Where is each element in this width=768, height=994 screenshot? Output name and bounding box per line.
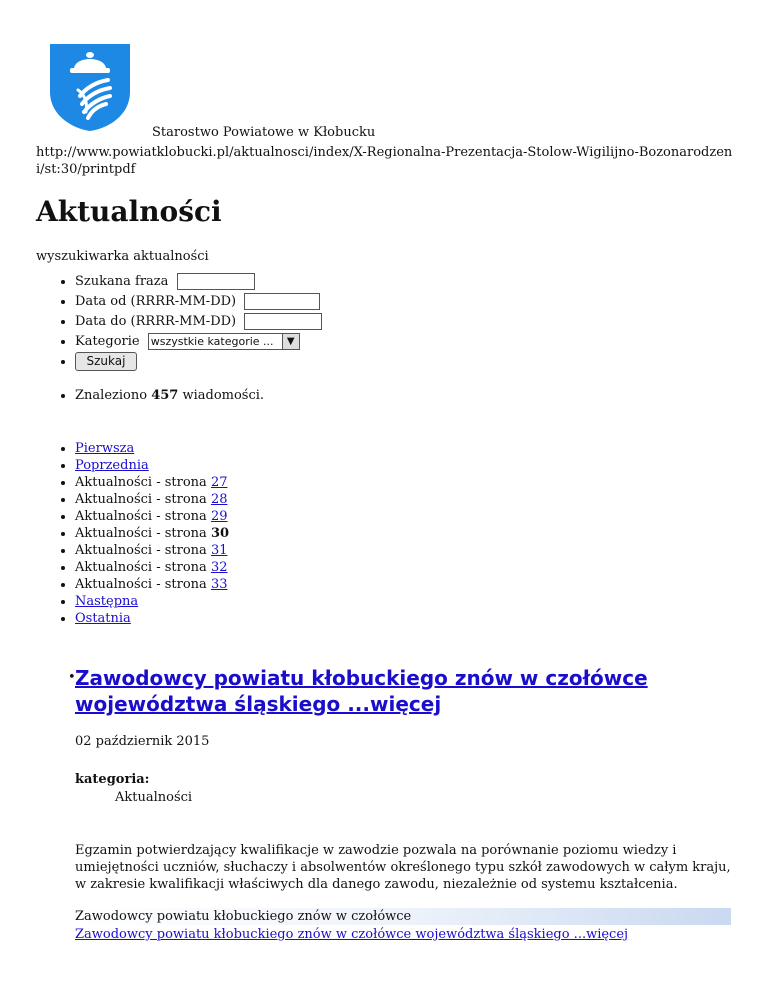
pager-next-link[interactable]: Następna (75, 594, 139, 609)
pager-page-link[interactable]: 27 (210, 475, 228, 490)
news-category-value: Aktualności (115, 790, 193, 805)
pager-page-item (75, 491, 229, 508)
pager-first-link[interactable]: Pierwsza (75, 441, 135, 456)
pager-page-item (75, 508, 229, 525)
date-from-row (75, 292, 322, 312)
pager-first-item (75, 440, 229, 457)
news-title-link[interactable]: Zawodowcy powiatu kłobuckiego znów w czołówce województwa śląskiego ...więcej (75, 666, 648, 716)
phrase-row (75, 272, 322, 292)
search-section-label: wyszukiwarka aktualności (36, 249, 209, 264)
pager-page-prefix: Aktualności - strona (75, 526, 207, 541)
category-row (75, 332, 322, 352)
date-to-row (75, 312, 322, 332)
results-prefix: Znaleziono (75, 388, 148, 403)
date-from-label: Data od (RRRR-MM-DD) (75, 294, 237, 309)
pager-page-item (75, 474, 229, 491)
submit-row (75, 352, 322, 372)
pager-page-prefix: Aktualności - strona (75, 475, 207, 490)
pager-prev-link[interactable]: Poprzednia (75, 458, 149, 473)
pager-page-item (75, 542, 229, 559)
search-form (36, 272, 322, 372)
news-body (75, 665, 735, 942)
news-date: 02 październik 2015 (75, 734, 210, 749)
pager-page-link[interactable]: 29 (210, 509, 228, 524)
pager-next-item (75, 593, 229, 610)
news-more-link[interactable]: Zawodowcy powiatu kłobuckiego znów w czołówce województwa śląskiego ...więcej (75, 927, 629, 942)
phrase-label: Szukana fraza (75, 274, 169, 289)
pager-page-link[interactable]: 32 (210, 560, 228, 575)
pager-page-link[interactable]: 28 (210, 492, 228, 507)
pager-prev-item (75, 457, 229, 474)
date-to-label: Data do (RRRR-MM-DD) (75, 314, 237, 329)
pager-last-link[interactable]: Ostatnia (75, 611, 131, 626)
category-select[interactable] (148, 333, 300, 350)
pager-page-prefix: Aktualności - strona (75, 492, 207, 507)
pager-last-item (75, 610, 229, 627)
pager-page-link[interactable]: 31 (210, 543, 228, 558)
pager-page-prefix: Aktualności - strona (75, 509, 207, 524)
chevron-down-icon[interactable]: ▼ (282, 334, 299, 349)
news-category-label: kategoria: (75, 772, 150, 787)
date-from-input[interactable] (244, 293, 320, 310)
results-count-line (75, 387, 264, 404)
results-summary (36, 387, 264, 404)
pager-current-page: 30 (210, 526, 230, 541)
phrase-input[interactable] (177, 273, 255, 290)
pager-current-item (75, 525, 229, 542)
date-to-input[interactable] (244, 313, 322, 330)
pager-page-prefix: Aktualności - strona (75, 543, 207, 558)
pager-page-link[interactable]: 33 (210, 577, 228, 592)
page-title: Aktualności (36, 195, 222, 228)
category-label: Kategorie (75, 334, 140, 349)
source-url: http://www.powiatklobucki.pl/aktualnosci/index/X-Regionalna-Prezentacja-Stolow-Wigilijno-Bozonarodzeni/st:30/printpdf (36, 145, 733, 177)
results-suffix: wiadomości. (182, 388, 265, 403)
news-image-bar: Zawodowcy powiatu kłobuckiego znów w czołówce (75, 908, 731, 925)
pagination (36, 440, 229, 627)
bullet-icon: • (68, 670, 76, 685)
pager-page-prefix: Aktualności - strona (75, 577, 207, 592)
pager-page-item (75, 576, 229, 593)
news-description: Egzamin potwierdzający kwalifikacje w zawodzie pozwala na porównanie poziomu wiedzy i umiejętności uczniów, słuchaczy i absolwentów określonego typu szkół zawodowych w całym kraju, w zakresie kwalifikacji właściwych dla danego zawodu, niezależnie od systemu kształcenia. (75, 843, 731, 892)
pager-page-item (75, 559, 229, 576)
search-button[interactable]: Szukaj (75, 352, 137, 371)
organization-name: Starostwo Powiatowe w Kłobucku (152, 125, 376, 140)
pager-page-prefix: Aktualności - strona (75, 560, 207, 575)
category-selected-value: wszystkie kategorie ... (150, 335, 274, 348)
coat-of-arms-icon (48, 42, 132, 132)
results-count: 457 (151, 388, 179, 403)
